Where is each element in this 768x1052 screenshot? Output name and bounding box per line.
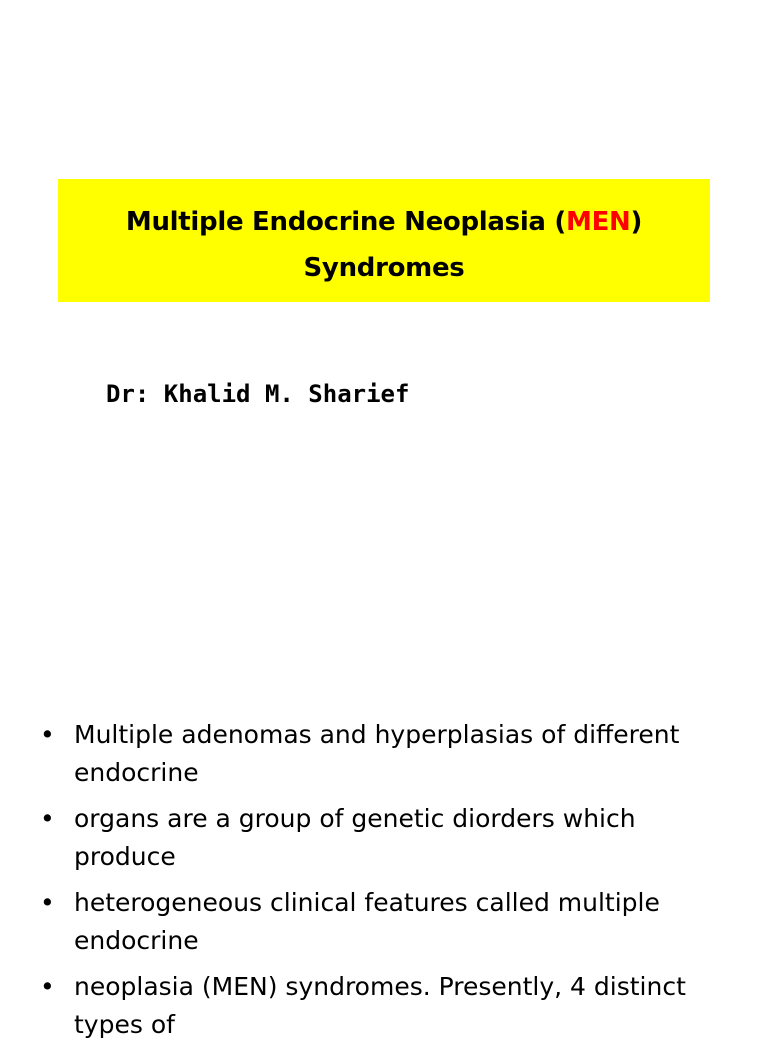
bullet-marker: • [40, 972, 55, 1001]
bullet-text: heterogeneous clinical features called multiple endocrine [74, 888, 660, 955]
bullet-text: Multiple adenomas and hyperplasias of different endocrine [74, 720, 680, 787]
bullet-marker: • [40, 804, 55, 833]
title-prefix: Multiple Endocrine Neoplasia ( [125, 207, 567, 237]
author-name: Dr: Khalid M. Sharief [106, 380, 410, 408]
bullet-item [40, 884, 740, 960]
bullet-item [40, 716, 740, 792]
bullet-text: neoplasia (MEN) syndromes. Presently, 4 distinct types of [74, 972, 686, 1039]
title-box [58, 179, 710, 302]
bullet-item [40, 800, 740, 876]
title-suffix: ) [630, 207, 643, 237]
title-accent-men: MEN [566, 207, 631, 237]
slide-title-line-2: Syndromes [303, 253, 465, 283]
bullet-marker: • [40, 888, 55, 917]
bullet-text: organs are a group of genetic diorders which produce [74, 804, 636, 871]
bullet-marker: • [40, 720, 55, 749]
bullet-item [40, 968, 740, 1044]
bullet-list [40, 716, 740, 1052]
slide-title-line-1 [58, 199, 710, 245]
